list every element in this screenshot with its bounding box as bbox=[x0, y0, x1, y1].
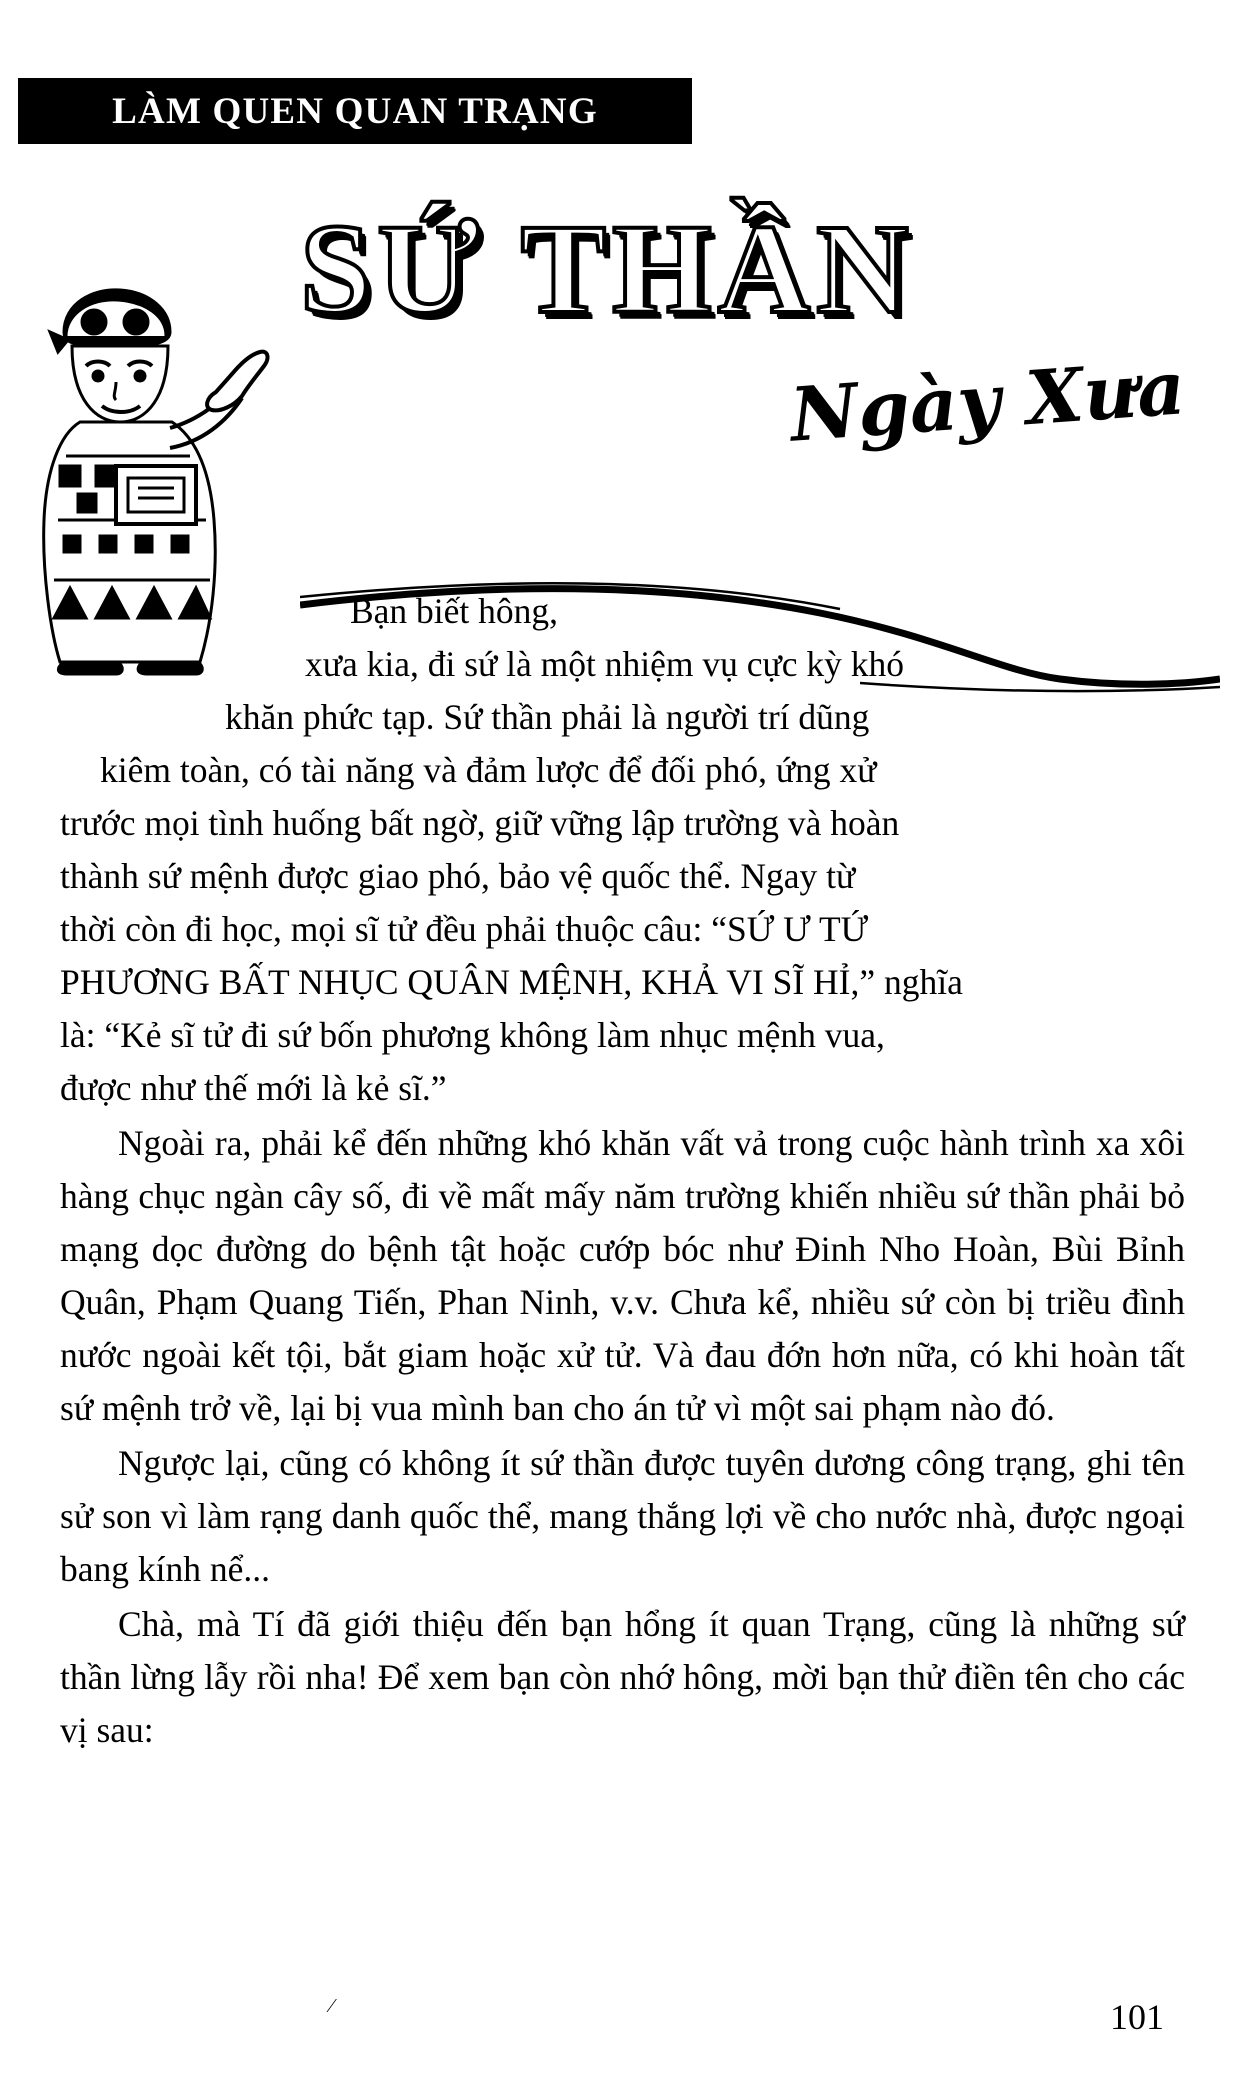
article-paragraph: Ngược lại, cũng có không ít sứ thần được tuyên dương công trạng, ghi tên sử son vì làm rạng danh quốc thể, mang thắng lợi về cho nước nhà, được ngoại bang kính nể... bbox=[60, 1443, 1185, 1589]
lead-line: khăn phức tạp. Sứ thần phải là người trí dũng bbox=[225, 697, 870, 737]
page-number: 101 bbox=[1110, 1997, 1164, 2037]
lead-line: được như thế mới là kẻ sĩ.” bbox=[60, 1068, 447, 1108]
lead-line: Bạn biết hông, bbox=[350, 591, 559, 631]
lead-line: thành sứ mệnh được giao phó, bảo vệ quốc thể. Ngay từ bbox=[60, 856, 856, 896]
article-paragraph: Chà, mà Tí đã giới thiệu đến bạn hổng ít quan Trạng, cũng là những sứ thần lừng lẫy rồi nha! Để xem bạn còn nhớ hông, mời bạn thử điền tên cho các vị sau: bbox=[60, 1604, 1185, 1750]
article-lead-paragraph bbox=[60, 585, 1185, 1115]
article-body bbox=[60, 585, 1185, 1759]
lead-line: thời còn đi học, mọi sĩ tử đều phải thuộc câu: “SỨ Ư TỨ bbox=[60, 909, 869, 949]
lead-line: trước mọi tình huống bất ngờ, giữ vững lập trường và hoàn bbox=[60, 803, 900, 843]
footer-mark: ⁄ bbox=[330, 1995, 334, 2017]
article-paragraph: Ngoài ra, phải kể đến những khó khăn vất vả trong cuộc hành trình xa xôi hàng chục ngàn cây số, đi về mất mấy năm trường khiến nhiều sứ thần phải bỏ mạng dọc đường do bệnh tật hoặc cướp bóc như Đinh Nho Hoàn, Bùi Bỉnh Quân, Phạm Quang Tiến, Phan Ninh, v.v. Chưa kể, nhiều sứ còn bị triều đình nước ngoài kết tội, bắt giam hoặc xử tử. Và đau đớn hơn nữa, có khi hoàn tất sứ mệnh trở về, lại bị vua mình ban cho án tử vì một sai phạm nào đó. bbox=[60, 1123, 1185, 1428]
lead-line: kiêm toàn, có tài năng và đảm lược để đối phó, ứng xử bbox=[100, 750, 877, 790]
article-script-title: Ngày Xưa bbox=[787, 345, 1188, 459]
lead-line: xưa kia, đi sứ là một nhiệm vụ cực kỳ khó bbox=[305, 644, 904, 684]
section-banner-label: LÀM QUEN QUAN TRẠNG bbox=[112, 90, 598, 132]
article-main-title: SỨ THẦN bbox=[300, 198, 915, 340]
lead-line: là: “Kẻ sĩ tử đi sứ bốn phương không làm nhục mệnh vua, bbox=[60, 1015, 885, 1055]
lead-line: PHƯƠNG BẤT NHỤC QUÂN MỆNH, KHẢ VI SĨ HỈ,” nghĩa bbox=[60, 962, 963, 1002]
section-banner bbox=[18, 78, 692, 144]
